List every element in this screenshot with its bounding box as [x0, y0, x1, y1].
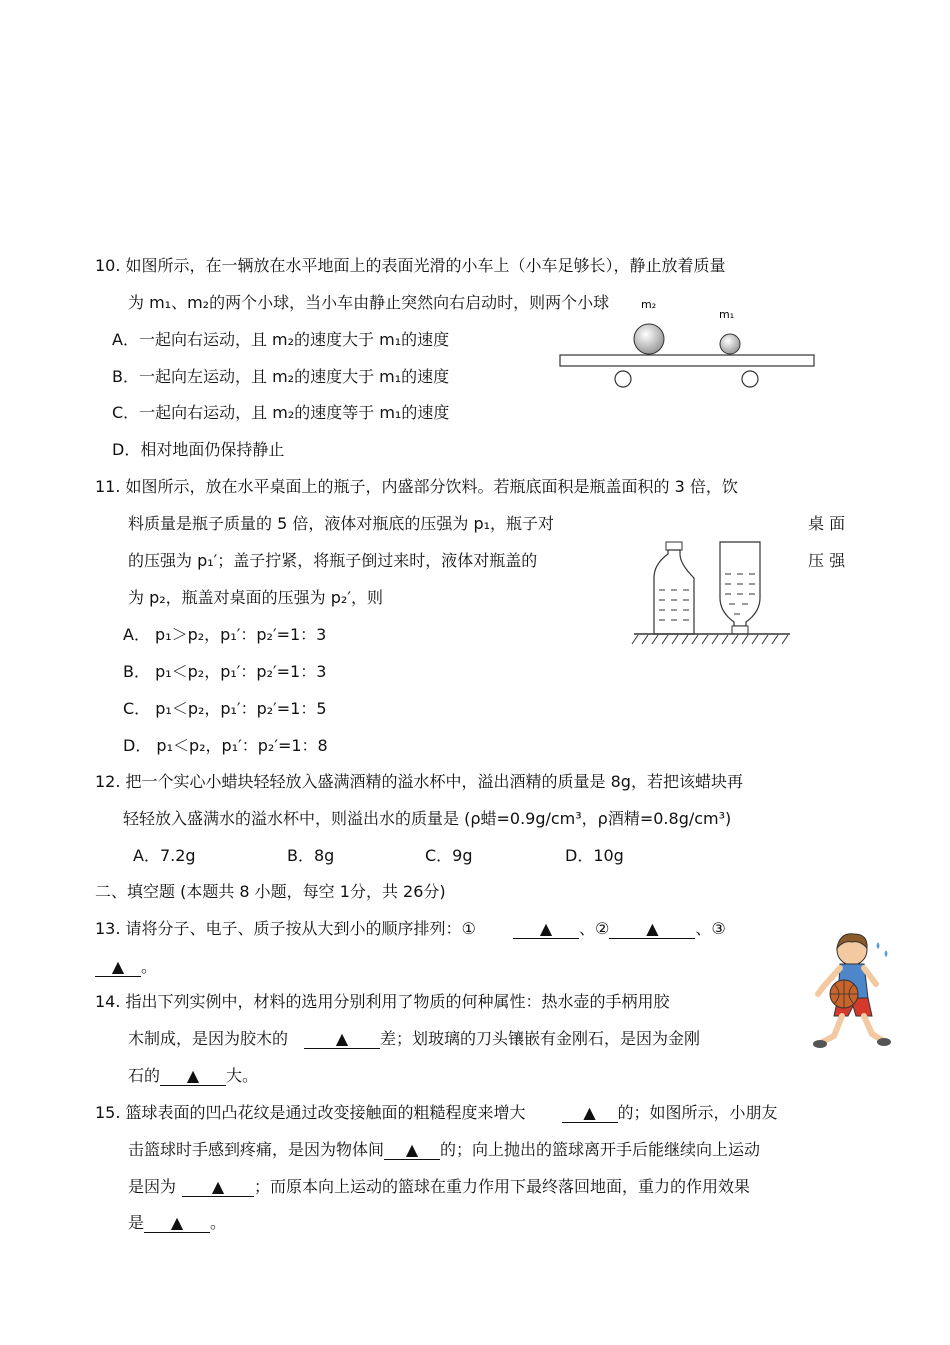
q14-blank-2[interactable]: ▲: [160, 1067, 226, 1086]
q15-line3: [128, 1177, 750, 1197]
kid-shoe-left: [813, 1040, 827, 1048]
ball-m1: [720, 334, 740, 354]
q14-line2-start: 木制成，是因为胶木的: [128, 1029, 289, 1048]
q11-line3-tail: 压 强: [808, 551, 846, 570]
q14-blank-1[interactable]: ▲: [304, 1030, 380, 1049]
q10-option-b: B．一起向左运动，且 m₂的速度大于 m₁的速度: [112, 367, 450, 386]
basketball-kid-figure: [800, 928, 902, 1056]
q15-line2-end: 的；向上抛出的篮球离开手后能继续向上运动: [440, 1140, 761, 1159]
q15-blank-1[interactable]: ▲: [562, 1104, 618, 1123]
q11-line3: 的压强为 p₁′；盖子拧紧，将瓶子倒过来时，液体对瓶盖的: [128, 551, 538, 570]
q13-sep-2: 、②: [578, 919, 610, 938]
q13-line2: [95, 957, 157, 977]
q15-line4-end: 。: [210, 1213, 227, 1232]
q11-option-a: A． p₁＞p₂，p₁′：p₂′=1：3: [123, 625, 327, 644]
q11-option-c: C． p₁＜p₂，p₁′：p₂′=1：5: [123, 699, 327, 718]
q15-line3-start: 是因为: [128, 1177, 177, 1196]
kid-shoe-right: [877, 1038, 891, 1046]
label-m2: m₂: [641, 298, 657, 311]
bottle-inverted: [720, 542, 760, 634]
q13-line1: [95, 919, 726, 939]
q10-line2: 为 m₁、m₂的两个小球，当小车由静止突然向右启动时，则两个小球: [128, 293, 610, 312]
q13-blank-1[interactable]: ▲: [513, 920, 579, 939]
q15-line4: [128, 1213, 226, 1233]
sweat-drop-icon: [877, 942, 880, 949]
cart-wheel-right: [742, 371, 758, 387]
q13-blank-3[interactable]: ▲: [95, 958, 141, 977]
q13-prompt: 13. 请将分子、电子、质子按从大到小的顺序排列：①: [95, 919, 476, 938]
q14-line3-start: 石的: [128, 1066, 161, 1085]
q14-line3: [128, 1066, 258, 1086]
q12-option-a: A．7.2g: [133, 846, 196, 865]
cart-wheel-left: [615, 371, 631, 387]
q10-option-d: D．相对地面仍保持静止: [112, 440, 285, 459]
table-surface: [632, 634, 790, 644]
q15-line1-start: 15. 篮球表面的凹凸花纹是通过改变接触面的粗糙程度来增大: [95, 1103, 526, 1122]
q15-line3-end: ；而原本向上运动的篮球在重力作用下最终落回地面，重力的作用效果: [254, 1177, 751, 1196]
q13-sep-3: 、③: [695, 919, 726, 938]
q10-line1: 10. 如图所示，在一辆放在水平地面上的表面光滑的小车上（小车足够长），静止放着质量: [95, 256, 726, 275]
q12-line2: 轻轻放入盛满水的溢水杯中，则溢出水的质量是 (ρ蜡=0.9g/cm³，ρ酒精=0.8g/cm³): [123, 809, 732, 828]
q15-line4-start: 是: [128, 1213, 145, 1232]
q11-option-b: B． p₁＜p₂，p₁′：p₂′=1：3: [123, 662, 327, 681]
bottle-figure: [630, 538, 795, 650]
q11-line4: 为 p₂，瓶盖对桌面的压强为 p₂′，则: [128, 588, 383, 607]
q12-option-c: C．9g: [425, 846, 473, 865]
q14-line2: [128, 1029, 700, 1049]
q10-option-a: A．一起向右运动，且 m₂的速度大于 m₁的速度: [112, 330, 450, 349]
q11-line2: 料质量是瓶子质量的 5 倍，液体对瓶底的压强为 p₁，瓶子对: [128, 514, 555, 533]
q15-line1: [95, 1103, 778, 1123]
q11-line1: 11. 如图所示，放在水平桌面上的瓶子，内盛部分饮料。若瓶底面积是瓶盖面积的 3 倍，饮: [95, 477, 738, 496]
q13-blank-2[interactable]: ▲: [609, 920, 695, 939]
q15-line2-start: 击篮球时手感到疼痛，是因为物体间: [128, 1140, 385, 1159]
q11-line2-tail: 桌 面: [808, 514, 846, 533]
q12-line1: 12. 把一个实心小蜡块轻轻放入盛满酒精的溢水杯中，溢出酒精的质量是 8g，若把该蜡块再: [95, 772, 743, 791]
bottle-upright: [654, 542, 694, 634]
sweat-drop-icon: [885, 950, 888, 957]
q15-blank-2[interactable]: ▲: [384, 1141, 440, 1160]
q15-blank-4[interactable]: ▲: [144, 1214, 210, 1233]
q15-line2: [128, 1140, 760, 1160]
q10-option-c: C．一起向右运动，且 m₂的速度等于 m₁的速度: [112, 403, 450, 422]
q15-line1-end: 的；如图所示，小朋友: [617, 1103, 778, 1122]
q14-line2-end: 差；划玻璃的刀头镶嵌有金刚石，是因为金刚: [380, 1029, 701, 1048]
cart-figure: [555, 295, 820, 390]
section-heading: 二、填空题 (本题共 8 小题，每空 1分，共 26分): [95, 882, 446, 901]
label-m1: m₁: [719, 308, 735, 321]
ball-m2: [634, 324, 664, 354]
q11-option-d: D． p₁＜p₂，p₁′：p₂′=1：8: [123, 736, 328, 755]
q14-line1: 14. 指出下列实例中，材料的选用分别利用了物质的何种属性：热水壶的手柄用胶: [95, 992, 670, 1011]
q14-line3-end: 大。: [226, 1066, 259, 1085]
q15-blank-3[interactable]: ▲: [182, 1178, 254, 1197]
q12-option-d: D．10g: [565, 846, 624, 865]
q12-option-b: B．8g: [287, 846, 335, 865]
cart-board: [560, 355, 814, 366]
q13-end: 。: [141, 957, 158, 976]
